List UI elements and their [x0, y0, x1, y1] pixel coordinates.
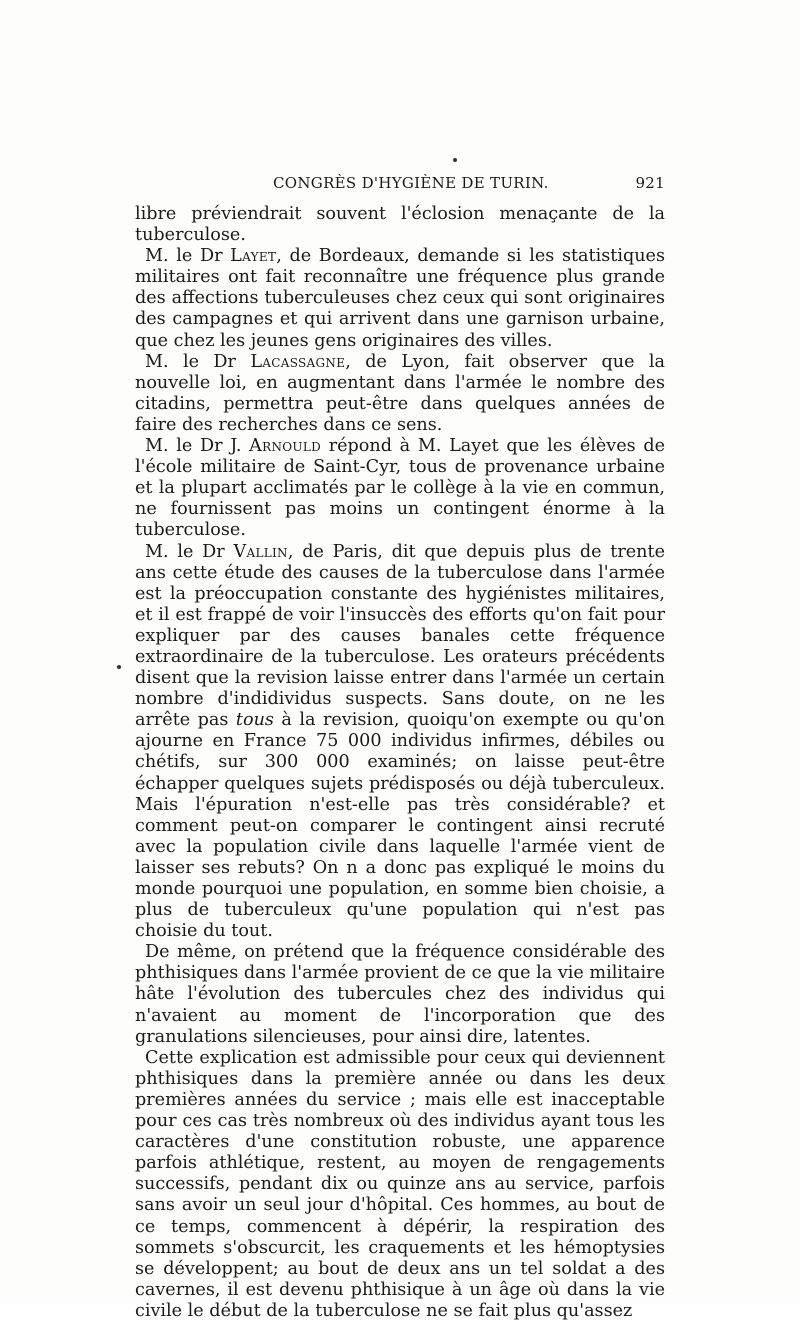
speaker-name: Lacassagne	[250, 351, 346, 372]
speaker-prefix: M. le Dr	[145, 541, 234, 562]
speaker-prefix: M. le Dr	[145, 351, 251, 372]
paragraph-text: , de Paris, dit que depuis plus de trente ans cette étude des causes de la tuberculose dans l'armée est la préoccupation constante des hygiénistes militaires, et il est frappé de voir l'insuccès des efforts qu'on fait pour expliquer par des causes banales cette fréquence extraordinaire de la tuberculose. Les orateurs précédents disent que la revision laisse entrer dans l'armée un certain nombre d'indidividus suspects. Sans doute, on ne les arrête pas	[135, 541, 665, 731]
speaker-prefix: M. le Dr	[145, 246, 231, 267]
running-title: CONGRÈS D'HYGIÈNE DE TURIN.	[273, 174, 549, 192]
paragraph-text: Cette explication est admissible pour ceux qui deviennent phthisiques dans la première année ou dans les deux premières années du service ; mais elle est inacceptable pour ces cas très nombreux où des individus ayant tous les caractères d'une constitution robuste, une apparence parfois athlétique, restent, au moyen de rengagements successifs, pendant dix ou quinze ans au service, parfois sans avoir un seul jour d'hôpital. Ces hommes, au bout de ce temps, commencent à dépérir, la respiration des sommets s'obscurcit, les craquements et les hémoptysies se développent; au bout de deux ans un tel soldat a des cavernes, il est devenu phthisique à un âge où dans la vie civile le début de la tuberculose ne se fait plus qu'assez	[135, 1047, 665, 1321]
paragraph-2	[135, 246, 665, 351]
margin-dot-mark	[117, 665, 121, 669]
paragraph-text: De même, on prétend que la fréquence considérable des phthisiques dans l'armée provient de ce que la vie militaire hâte l'évolution des tubercules chez des individus qui n'avaient au moment de l'incorporation que des granulations silencieuses, pour ainsi dire, latentes.	[135, 942, 665, 1047]
paragraph-4	[135, 436, 665, 541]
paragraph-text: à la revision, quoiqu'on exempte ou qu'on ajourne en France 75 000 individus infirmes, débiles ou chétifs, sur 300 000 examinés; on laisse peut-être échapper quelques sujets prédisposés ou déjà tuberculeux. Mais l'épuration n'est-elle pas très considérable? et comment peut-on comparer le contingent ainsi recruté avec la population civile dans laquelle l'armée vient de laisser ses rebuts? On n a donc pas expliqué le moins du monde pourquoi une population, en somme bien choisie, a plus de tuberculeux qu'une population qui n'est pas choisie du tout.	[135, 710, 665, 942]
speaker-name: Vallin	[233, 541, 288, 562]
italic-emphasis: tous	[235, 710, 274, 731]
paragraph-text: , de Lyon, fait observer que la nouvelle loi, en augmentant dans l'armée le nombre des citadins, permettra peut-être dans quelques années de faire des recherches dans ce sens.	[135, 351, 665, 435]
speaker-name: Arnould	[249, 436, 322, 457]
page-number: 921	[635, 174, 665, 192]
body-text	[135, 204, 665, 1322]
paragraph-text: , de Bordeaux, demande si les statistiques militaires ont fait reconnaître une fréquence plus grande des affections tuberculeuses chez ceux qui sont originaires des campagnes et qui arrivent dans une garnison urbaine, que chez les jeunes gens originaires des villes.	[135, 246, 665, 351]
paragraph-7	[135, 1048, 665, 1322]
paragraph-text: libre préviendrait souvent l'éclosion menaçante de la tuberculose.	[135, 204, 665, 246]
page-header	[135, 174, 665, 198]
speaker-name: Layet	[230, 246, 277, 267]
paragraph-5	[135, 542, 665, 943]
speaker-prefix: M. le Dr J.	[145, 436, 250, 457]
paragraph-text: répond à M. Layet que les élèves de l'école militaire de Saint-Cyr, tous de provenance urbaine et la plupart acclimatés par le collège à la vie en commun, ne fournissent pas moins un contingent énorme à la tuberculose.	[135, 436, 666, 541]
paragraph-1	[135, 204, 665, 246]
paragraph-3	[135, 352, 665, 436]
header-dot-mark	[453, 158, 457, 162]
paragraph-6	[135, 942, 665, 1047]
